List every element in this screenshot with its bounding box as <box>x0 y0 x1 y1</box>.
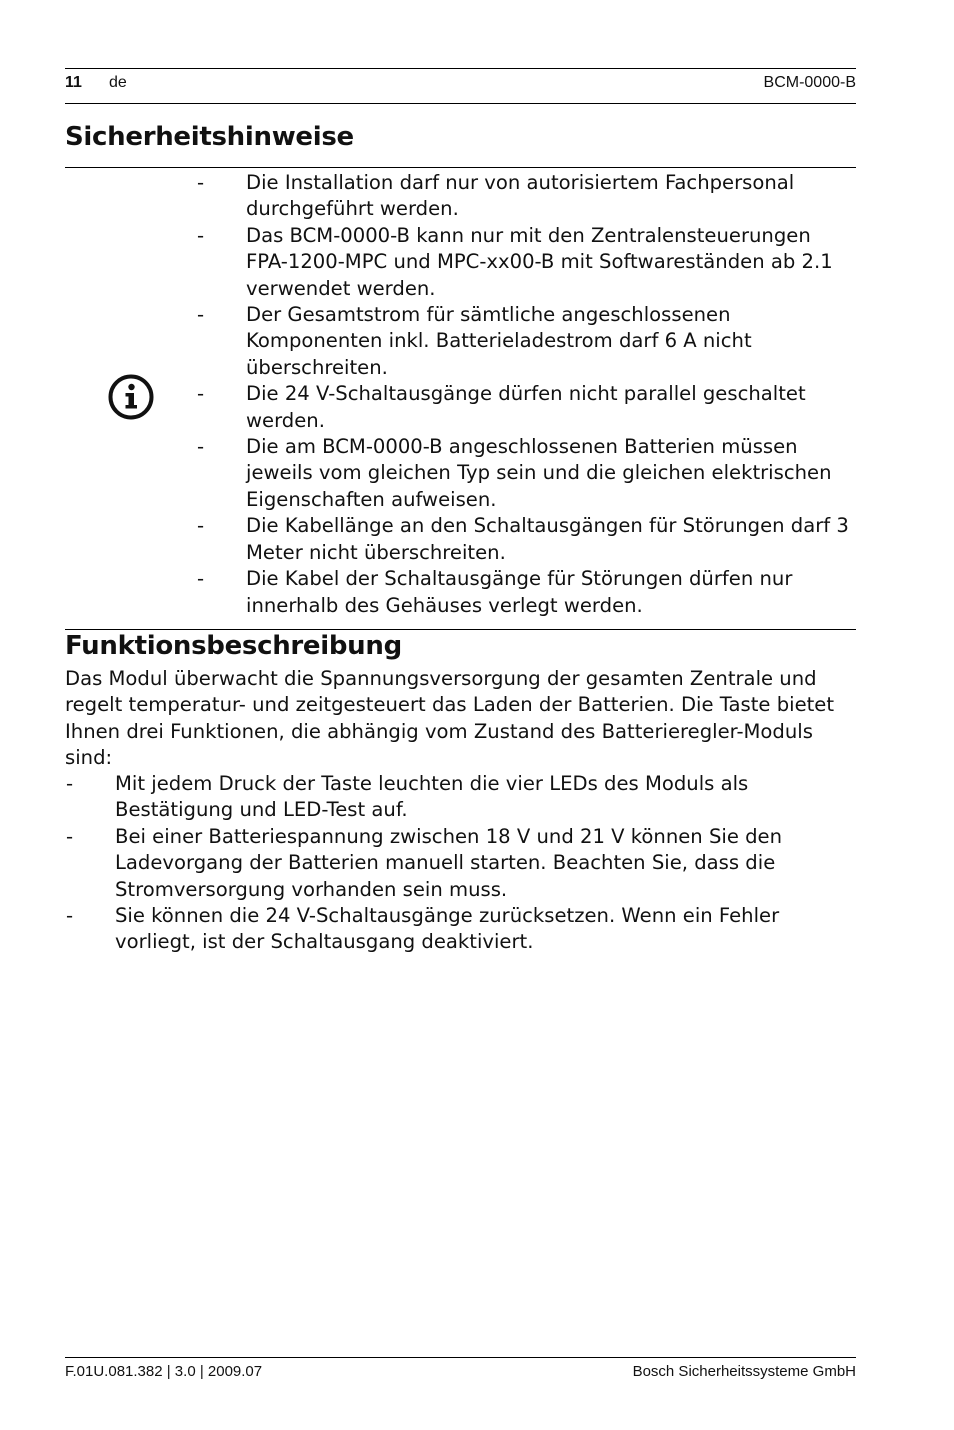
list-item: - Sie können die 24 V-Schaltausgänge zurücksetzen. Wenn ein Fehler vorliegt, ist der Schaltausgang deaktiviert. <box>66 904 780 954</box>
document-id: BCM-0000-B <box>763 74 856 91</box>
list-dash: - <box>66 904 74 928</box>
list-item: - Das BCM-0000-B kann nur mit den Zentralensteuerungen FPA-1200-MPC und MPC-xx00-B mit Softwareständen ab 2.1 verwendet werden. <box>197 223 833 300</box>
function-heading: Funktionsbeschreibung <box>65 631 402 661</box>
list-dash: - <box>197 303 205 327</box>
list-item: - Bei einer Batteriespannung zwischen 18 V und 21 V können Sie den Ladevorgang der Batterien manuell starten. Beachten Sie, dass die Stromversorgung vorhanden sein muss. <box>66 824 783 901</box>
list-dash: - <box>197 435 205 459</box>
info-icon <box>108 374 154 420</box>
language-code: de <box>109 74 127 91</box>
list-dash: - <box>197 514 205 538</box>
list-item: - Die Kabel der Schaltausgänge für Störungen dürfen nur innerhalb des Gehäuses verlegt werden. <box>197 567 793 617</box>
safety-notice-box <box>65 167 856 630</box>
safety-heading: Sicherheitshinweise <box>65 122 354 152</box>
list-dash: - <box>197 223 205 247</box>
list-item: - Die 24 V-Schaltausgänge dürfen nicht parallel geschaltet werden. <box>197 382 806 432</box>
list-dash: - <box>197 171 205 194</box>
footer-doc-info: F.01U.081.382 | 3.0 | 2009.07 <box>65 1363 263 1380</box>
list-item: - Die Kabellänge an den Schaltausgängen für Störungen darf 3 Meter nicht überschreiten. <box>197 514 849 564</box>
page-number: 11 <box>65 74 82 91</box>
list-item: - Die Installation darf nur von autorisiertem Fachpersonal durchgeführt werden. <box>197 171 795 221</box>
list-dash: - <box>197 382 205 406</box>
function-list <box>65 771 865 956</box>
list-item: - Die am BCM-0000-B angeschlossenen Batterien müssen jeweils vom gleichen Typ sein und die gleichen elektrischen Eigenschaften aufweisen. <box>197 435 832 511</box>
list-dash: - <box>66 824 74 848</box>
list-dash: - <box>197 567 205 591</box>
page-footer <box>65 1357 856 1388</box>
footer-company: Bosch Sicherheitssysteme GmbH <box>632 1363 856 1380</box>
list-dash: - <box>66 772 74 795</box>
safety-list <box>195 170 855 619</box>
page-header <box>65 68 856 104</box>
list-item: - Der Gesamtstrom für sämtliche angeschlossenen Komponenten inkl. Batterieladestrom darf 6 A nicht überschreiten. <box>197 303 752 379</box>
function-intro: Das Modul überwacht die Spannungsversorgung der gesamten Zentrale und regelt temperatur- und zeitgesteuert das Laden der Batterien. Die Taste bietet Ihnen drei Funktionen, die abhängig vom Zustand des Batterieregler-Moduls sind: <box>65 667 835 770</box>
list-item: - Mit jedem Druck der Taste leuchten die vier LEDs des Moduls als Bestätigung und LED-Test auf. <box>66 772 749 822</box>
